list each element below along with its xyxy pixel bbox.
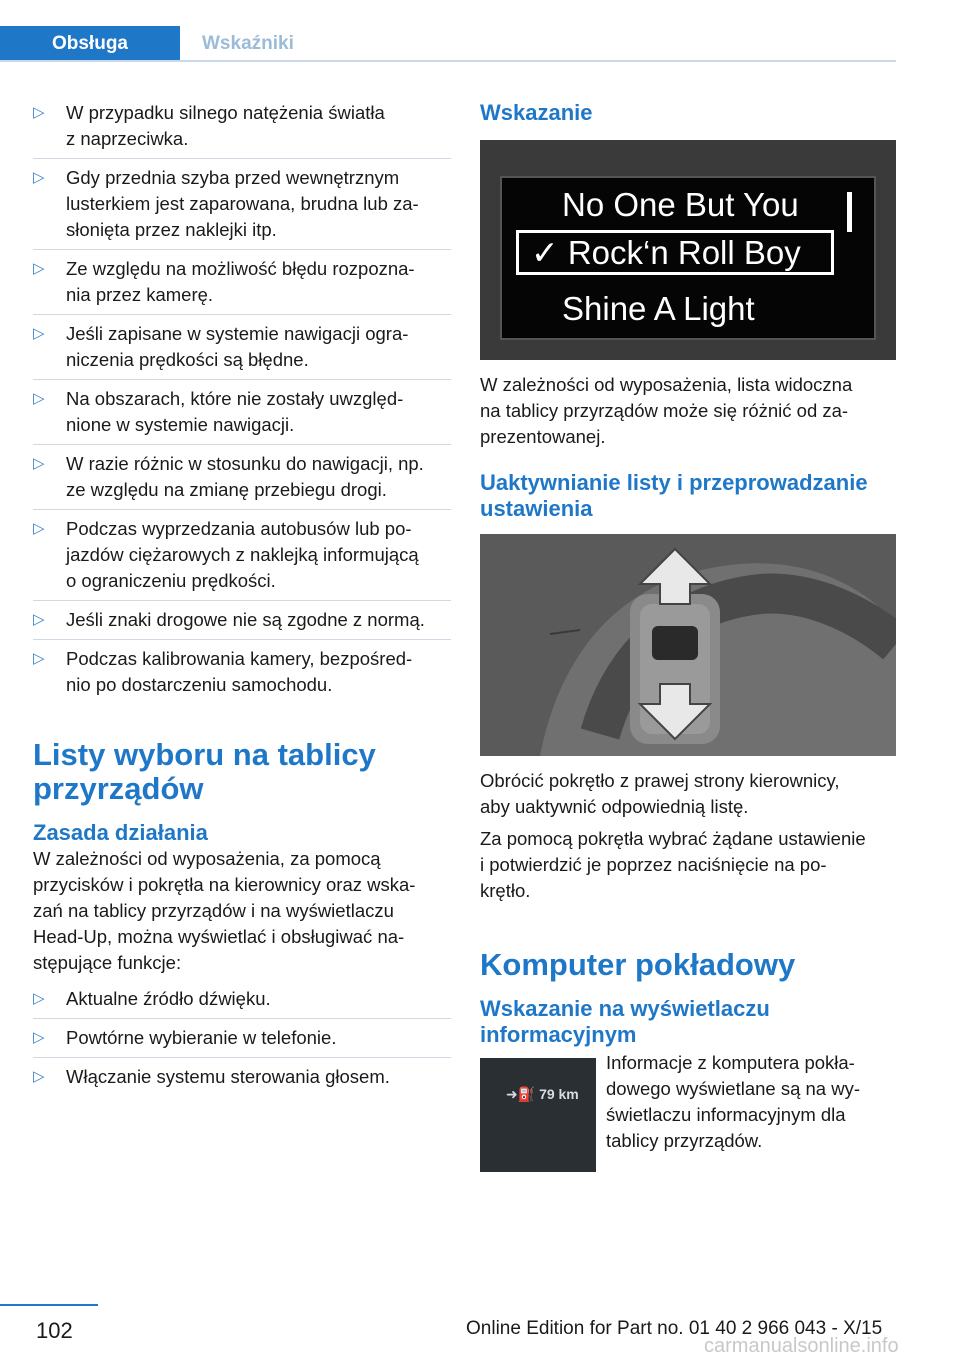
functions-list [33,986,451,1090]
info-display-text: Informacje z komputera pokła- dowego wyświetlane są na wy- świetlaczu informacyjnym dla tablicy przyrządów. [606,1052,860,1151]
display-line: No One But You [562,186,799,223]
activate-step-2: Za pomocą pokrętła wybrać żądane ustawienie i potwierdzić je poprzez naciśnięcie na po- krętło. [480,828,866,901]
triangle-bullet-icon: ▷ [33,104,45,121]
left-column [33,100,451,1090]
thumbwheel-icon [652,626,698,660]
list-item: ▷ Podczas wyprzedzania autobusów lub po- jazdów ciężarowych z naklejką informującą o ograniczeniu prędkości. [33,516,451,601]
header-divider [0,60,896,62]
triangle-bullet-icon: ▷ [33,260,45,277]
subsection-title: Zasada działania [33,820,208,845]
footer-divider [0,1304,98,1306]
instrument-display-image [480,140,896,360]
display-screen [500,176,876,340]
triangle-bullet-icon: ▷ [33,455,45,472]
page-number: 102 [36,1318,73,1343]
triangle-bullet-icon: ▷ [33,1029,45,1046]
limitations-list [33,100,451,698]
scroll-bar-icon [847,192,852,232]
tab-wskazniki[interactable]: Wskaźniki [180,26,316,62]
display-note: W zależności od wyposażenia, lista widoczna na tablicy przyrządów może się różnić od za- prezentowanej. [480,374,853,447]
triangle-bullet-icon: ▷ [33,1068,45,1085]
triangle-bullet-icon: ▷ [33,611,45,628]
list-item: ▷ Jeśli zapisane w systemie nawigacji ogra- niczenia prędkości są błędne. [33,321,451,380]
watermark: carmanualsonline.info [704,1335,899,1357]
triangle-bullet-icon: ▷ [33,390,45,407]
list-item: ▷ Podczas kalibrowania kamery, bezpośred- nio po dostarczeniu samochodu. [33,648,413,695]
header-tabs [0,26,316,62]
principle-paragraph: W zależności od wyposażenia, za pomocą przycisków i pokrętła na kierownicy oraz wska- zań na tablicy przyrządów i na wyświetlaczu Head-Up, można wyświetlać i obsługiwać na- stępujące funkcje: [33,848,416,973]
display-line-selected: ✓ Rock‘n Roll Boy [516,230,834,275]
computer-title: Komputer pokładowy [480,947,796,982]
steering-wheel-image [480,534,896,756]
triangle-bullet-icon: ▷ [33,325,45,342]
range-readout: ➜⛽ 79 km [506,1086,579,1102]
fuel-pump-icon: ➜⛽ [506,1086,536,1102]
list-item: ▷ Powtórne wybieranie w telefonie. [33,1025,451,1058]
triangle-bullet-icon: ▷ [33,650,45,667]
right-column [480,100,896,1172]
list-item: ▷ Gdy przednia szyba przed wewnętrznym lusterkiem jest zaparowana, brudna lub za- słonięta przez naklejki itp. [33,165,451,250]
info-display-image [480,1058,596,1172]
triangle-bullet-icon: ▷ [33,990,45,1007]
display-line: Shine A Light [562,290,755,327]
tab-obsluga[interactable]: Obsługa [0,26,180,62]
section-title: Listy wyboru na tablicy przyrządów [33,737,376,806]
wskazanie-title: Wskazanie [480,100,593,125]
edition-text: Online Edition for Part no. 01 40 2 966 043 - X/15 [466,1318,883,1339]
list-item: ▷ Na obszarach, które nie zostały uwzględ- nione w systemie nawigacji. [33,386,451,445]
activate-step-1: Obrócić pokrętło z prawej strony kierownicy, aby uaktywnić odpowiednią listę. [480,770,840,817]
triangle-bullet-icon: ▷ [33,520,45,537]
info-display-block [480,1050,896,1172]
list-item: ▷ W przypadku silnego natężenia światła z naprzeciwka. [33,100,451,159]
list-item: ▷ Jeśli znaki drogowe nie są zgodne z normą. [33,607,451,640]
activate-title: Uaktywnianie listy i przeprowadzanie ustawienia [480,470,868,521]
steering-wheel-graphic [480,534,896,756]
list-item: ▷ Włączanie systemu sterowania głosem. [33,1064,451,1090]
list-item: ▷ Aktualne źródło dźwięku. [33,986,451,1019]
list-item: ▷ W razie różnic w stosunku do nawigacji, np. ze względu na zmianę przebiegu drogi. [33,451,451,510]
triangle-bullet-icon: ▷ [33,169,45,186]
info-display-title: Wskazanie na wyświetlaczu informacyjnym [480,996,770,1047]
list-item: ▷ Ze względu na możliwość błędu rozpozna- nia przez kamerę. [33,256,451,315]
